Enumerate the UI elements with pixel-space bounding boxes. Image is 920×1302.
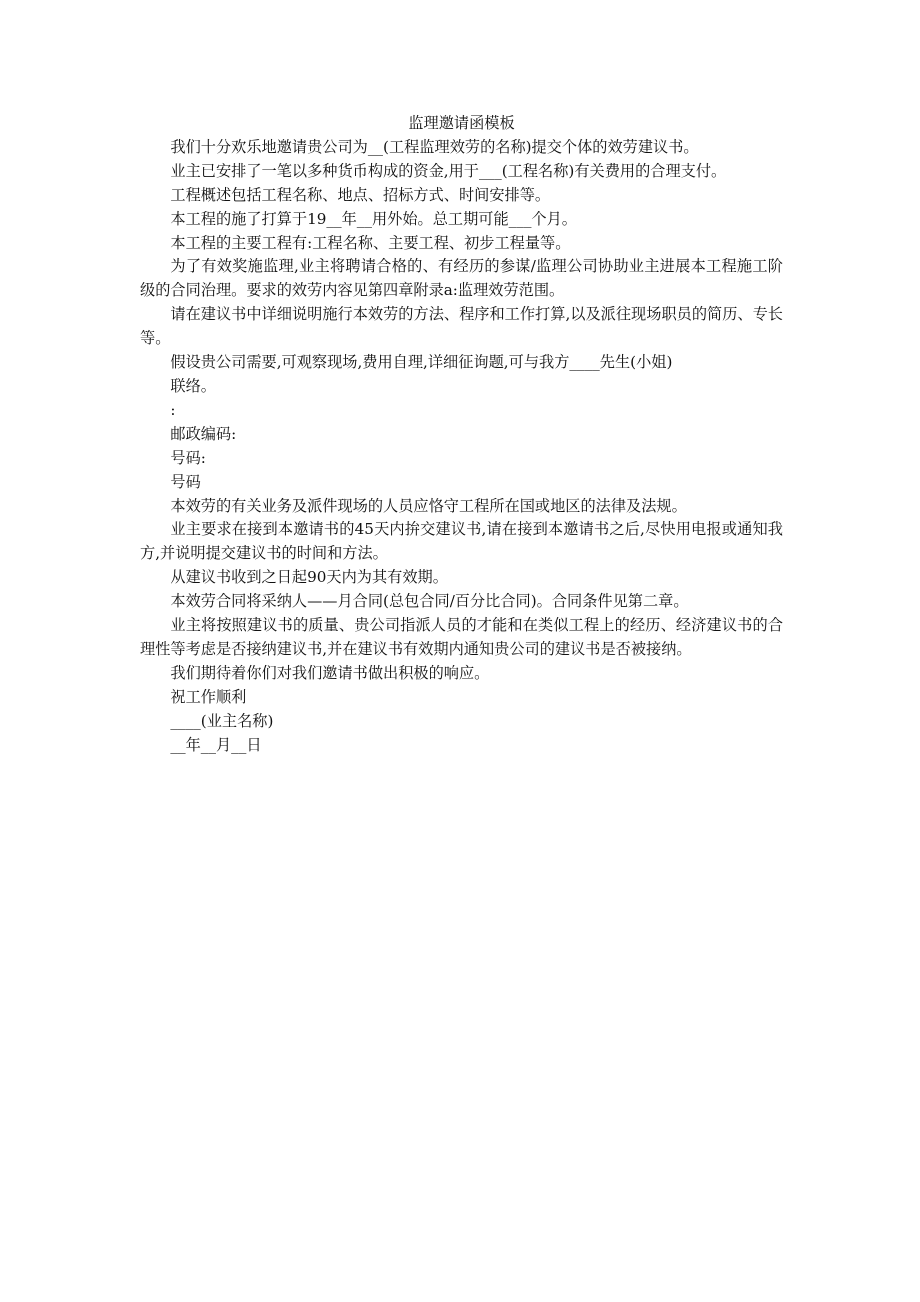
paragraph-evaluation: 业主将按照建议书的质量、贵公司指派人员的才能和在类似工程上的经历、经济建议书的合理性等考虑是否接纳建议书,并在建议书有效期内通知贵公司的建议书是否被接纳。 — [140, 616, 783, 658]
paragraph-supervision: 为了有效奖施监理,业主将聘请合格的、有经历的参谋/监理公司协助业主进展本工程施工阶级的合同治理。要求的效劳内容见第四章附录a:监理效劳范围。 — [140, 257, 783, 300]
paragraph-proposal-content: 请在建议书中详细说明施行本效劳的方法、程序和工作打算,以及派往现场职员的简历、专长等。 — [140, 305, 783, 348]
document-title: 监理邀请函模板 — [408, 114, 515, 132]
paragraph-funding: 业主已安排了一笔以多种货币构成的资金,用于___(工程名称)有关费用的合理支付。 — [170, 161, 727, 180]
paragraph-validity: 从建议书收到之日起90天内为其有效期。 — [170, 568, 448, 587]
paragraph-signature: ____(业主名称) — [170, 711, 274, 730]
paragraph-contact: 联络。 — [170, 376, 216, 395]
paragraph-expectation: 我们期待着你们对我们邀请书做出积极的响应。 — [170, 663, 490, 682]
paragraph-main-works: 本工程的主要工程有:工程名称、主要工程、初步工程量等。 — [170, 233, 571, 252]
paragraph-overview: 工程概述包括工程名称、地点、招标方式、时间安排等。 — [170, 185, 551, 204]
paragraph-phone: 号码: — [170, 448, 206, 467]
paragraph-invitation: 我们十分欢乐地邀请贵公司为__(工程监理效劳的名称)提交个体的效劳建议书。 — [170, 137, 699, 156]
paragraph-address-line: : — [170, 400, 176, 419]
paragraph-contract-type: 本效劳合同将采纳人——月合同(总包合同/百分比合同)。合同条件见第二章。 — [170, 592, 689, 611]
paragraph-site-visit: 假设贵公司需要,可观察现场,费用自理,详细征询题,可与我方____先生(小姐) — [170, 353, 673, 372]
paragraph-postal-code: 邮政编码: — [170, 424, 237, 443]
document-body — [140, 112, 783, 757]
paragraph-laws: 本效劳的有关业务及派件现场的人员应恪守工程所在国或地区的法律及法规。 — [170, 496, 687, 515]
paragraph-date: __年__月__日 — [170, 735, 262, 754]
paragraph-fax: 号码 — [170, 472, 201, 491]
paragraph-schedule: 本工程的施了打算于19__年__用外始。总工期可能___个月。 — [170, 209, 577, 228]
paragraph-closing: 祝工作顺利 — [170, 687, 247, 706]
paragraph-submission: 业主要求在接到本邀请书的45天内拚交建议书,请在接到本邀请书之后,尽快用电报或通知我方,并说明提交建议书的时间和方法。 — [140, 520, 783, 563]
